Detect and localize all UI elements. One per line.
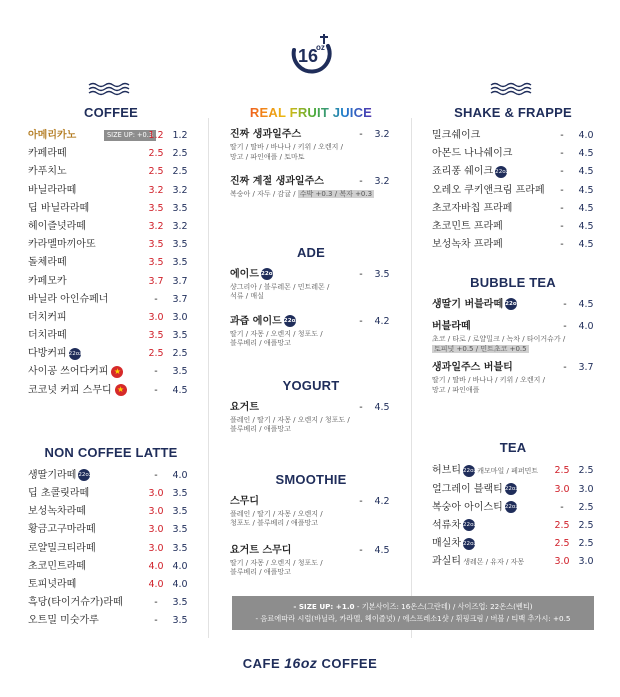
- smoothie-list: [230, 494, 392, 578]
- size-22oz-badge-icon: 22oz: [505, 483, 517, 495]
- menu-row: [432, 535, 594, 553]
- menu-row: [432, 499, 594, 517]
- brand-coffee: COFFEE: [321, 656, 378, 671]
- ade-list: [230, 267, 392, 349]
- price-regular: 3.0: [554, 556, 570, 568]
- svg-text:16: 16: [298, 46, 319, 66]
- menu-row: [28, 558, 194, 576]
- menu-item-options: 망고 / 파인애플: [432, 385, 480, 394]
- menu-item-name: 바닐라라떼: [28, 184, 77, 196]
- menu-item-name: 황금고구마라떼: [28, 524, 96, 536]
- menu-item-name: 카푸치노: [28, 166, 67, 178]
- menu-item-name: 다방커피: [28, 348, 67, 360]
- price-large: 2.5: [172, 166, 188, 178]
- menu-item-name: 돌체라떼: [28, 257, 67, 269]
- price-regular: 3.5: [148, 202, 164, 214]
- menu-row: [432, 145, 594, 163]
- menu-item-name: 더치라떼: [28, 330, 67, 342]
- price-regular: -: [560, 148, 564, 160]
- menu-row: [432, 182, 594, 200]
- price-regular: 2.5: [148, 348, 164, 360]
- price-large: 4.2: [374, 315, 390, 327]
- price-large: 3.0: [578, 556, 594, 568]
- price-large: 3.0: [172, 311, 188, 323]
- price-regular: -: [359, 315, 363, 327]
- menu-item: [432, 360, 594, 395]
- price-large: 2.5: [578, 538, 594, 550]
- menu-item-name: 요거트 스무디: [230, 544, 292, 556]
- menu-item-options: 청포도 / 블루베리 / 애플망고: [230, 519, 318, 527]
- menu-item-options: 석류 / 매실: [230, 292, 264, 300]
- menu-row: [28, 612, 194, 630]
- price-large: 3.2: [172, 184, 188, 196]
- section-title-tea: TEA: [499, 440, 527, 456]
- menu-row: [28, 163, 194, 181]
- menu-item: [230, 314, 392, 349]
- price-large: 3.5: [172, 330, 188, 342]
- menu-row: [432, 127, 594, 145]
- menu-item: [230, 494, 392, 529]
- column-juice: [230, 82, 392, 578]
- menu-item-options: 생레몬 / 유자 / 자몽: [460, 558, 525, 567]
- bubble-list: [432, 297, 594, 395]
- price-large: 3.0: [578, 483, 594, 495]
- price-large: 1.2: [172, 130, 188, 141]
- price-large: 4.5: [578, 299, 594, 311]
- price-large: 4.5: [578, 184, 594, 196]
- size-22oz-badge-icon: 22oz: [463, 538, 475, 550]
- price-regular: 3.0: [554, 483, 570, 495]
- menu-row: [28, 327, 194, 345]
- price-regular: -: [563, 362, 567, 374]
- price-regular: 3.0: [148, 524, 164, 536]
- menu-row: [28, 127, 194, 145]
- price-regular: 3.5: [148, 330, 164, 342]
- menu-item-name: 생딸기라떼: [28, 469, 77, 481]
- waves-icon: [87, 82, 135, 96]
- price-large: 3.5: [374, 268, 390, 280]
- size-up-note: [232, 596, 594, 630]
- menu-item-options: 딸기 / 딸바 / 바나나 / 키위 / 오렌지 /: [432, 376, 545, 385]
- menu-item-name: 딥 바닐라라떼: [28, 202, 90, 214]
- price-regular: -: [154, 366, 158, 378]
- menu-item: [230, 400, 392, 435]
- price-regular: -: [154, 384, 158, 396]
- menu-row: [28, 485, 194, 503]
- price-regular: 3.7: [148, 275, 164, 287]
- price-large: 3.5: [172, 202, 188, 214]
- menu-item-name: 죠리퐁 쉐이크: [432, 166, 494, 178]
- column-divider: [411, 118, 412, 638]
- menu-row: [28, 291, 194, 309]
- price-regular: -: [560, 184, 564, 196]
- menu-item-name: 사이공 쓰어다커피: [28, 366, 109, 378]
- size-22oz-badge-icon: 22oz: [463, 465, 475, 477]
- menu-item-options: 캐모마일 / 페퍼민트: [474, 467, 539, 476]
- price-large: 2.5: [578, 501, 594, 513]
- menu-item-name: 진짜 계절 생과일주스: [230, 176, 324, 187]
- menu-item-name: 초코민트 프라페: [432, 220, 503, 232]
- brand-footer: [0, 655, 620, 671]
- section-title-shake: SHAKE & FRAPPE: [454, 105, 572, 120]
- menu-item-name: 석류차: [432, 519, 461, 531]
- menu-row: [28, 236, 194, 254]
- menu-row: [432, 218, 594, 236]
- size-22oz-badge-icon: 22oz: [78, 469, 90, 481]
- size-22oz-badge-icon: 22oz: [505, 501, 517, 513]
- price-regular: 3.5: [148, 239, 164, 251]
- size-up-label: SIZE UP: +0.3: [104, 130, 156, 141]
- menu-item-name: 더치커피: [28, 311, 67, 323]
- menu-item-name: 아메리카노: [28, 130, 77, 141]
- price-regular: 2.5: [554, 519, 570, 531]
- price-large: 4.0: [172, 469, 188, 481]
- price-large: 3.5: [172, 542, 188, 554]
- price-large: 4.5: [578, 220, 594, 232]
- menu-row: [28, 309, 194, 327]
- menu-item-name: 과즙 에이드 22oz: [230, 315, 299, 327]
- size-up-note-bold: - SIZE UP: +1.0: [293, 602, 355, 611]
- menu-item-name: 바닐라 아인슈페너: [28, 293, 109, 305]
- tea-list: [432, 462, 594, 571]
- menu-item: [432, 319, 594, 354]
- menu-item-name: 에이드 22oz: [230, 268, 276, 280]
- price-regular: -: [359, 544, 363, 556]
- menu-item-name: 헤이즐넛라떼: [28, 220, 86, 232]
- menu-item-name: 보성녹차 프라페: [432, 239, 503, 251]
- size-22oz-badge-icon: 22oz: [505, 298, 517, 310]
- column-shake: [432, 82, 594, 571]
- price-large: 3.7: [172, 293, 188, 305]
- menu-item-options: 초코 / 타로 / 로얄밀크 / 녹차 / 타이거슈가 /: [432, 335, 566, 344]
- vietnam-flag-icon: ★: [115, 384, 127, 396]
- price-regular: -: [560, 501, 564, 513]
- menu-item-options: 블루베리 / 애플망고: [230, 339, 291, 347]
- size-22oz-badge-icon: 22oz: [495, 166, 507, 178]
- price-large: 3.2: [374, 176, 390, 187]
- price-regular: 3.0: [148, 506, 164, 518]
- price-large: 3.5: [172, 615, 188, 627]
- size-22oz-badge-icon: 22oz: [284, 315, 296, 327]
- menu-item-options: 복숭아 / 자두 / 감귤 / 수박 +0.3 / 복자 +0.3: [230, 190, 373, 198]
- price-large: 4.0: [578, 130, 594, 141]
- menu-item-name: 카페라떼: [28, 148, 67, 160]
- menu-item-options: 블루베리 / 애플망고: [230, 568, 291, 576]
- price-large: 4.5: [374, 401, 390, 413]
- menu-row: [432, 517, 594, 535]
- menu-item-name: 카페모카: [28, 275, 67, 287]
- menu-item-name: 오트밀 미숫가루: [28, 615, 99, 627]
- price-large: 4.5: [578, 239, 594, 251]
- waves-icon: [489, 82, 537, 96]
- menu-item-options: 딸기 / 자몽 / 오렌지 / 청포도 /: [230, 329, 323, 338]
- price-large: 3.5: [172, 524, 188, 536]
- menu-item-options: 망고 / 파인애플 / 토마토: [230, 152, 305, 161]
- price-regular: 4.0: [148, 560, 164, 572]
- menu-item-name: 보성녹차라떼: [28, 506, 86, 518]
- section-title-non-coffee: NON COFFEE LATTE: [44, 444, 178, 460]
- menu-item-name: 카라멜마끼아또: [28, 239, 96, 251]
- menu-row: [28, 218, 194, 236]
- menu-row: [28, 273, 194, 291]
- menu-row: [432, 462, 594, 480]
- column-coffee: [28, 82, 194, 631]
- price-regular: 3.0: [148, 311, 164, 323]
- price-large: 3.2: [374, 129, 390, 140]
- menu-row: [28, 363, 194, 381]
- shake-list: [432, 127, 594, 254]
- menu-item: [432, 297, 594, 313]
- price-regular: 3.0: [148, 488, 164, 499]
- price-regular: 3.2: [148, 220, 164, 232]
- price-regular: -: [359, 129, 363, 140]
- menu-row: [28, 182, 194, 200]
- extra-options-note: - 음료에따라 시럽(바닐라, 카라멜, 헤이즐넛) / 에스프레소1샷 / 휘핑크림 / 버블 / 티백 추가시: +0.5: [255, 614, 571, 623]
- menu-item-options: 딸기 / 딸바 / 바나나 / 키위 / 오렌지 /: [230, 143, 343, 151]
- price-regular: -: [154, 615, 158, 627]
- price-regular: -: [560, 166, 564, 178]
- menu-row: [432, 200, 594, 218]
- menu-row: [28, 540, 194, 558]
- menu-item-name: 얼그레이 블랙티: [432, 483, 503, 495]
- menu-row: [28, 467, 194, 485]
- price-regular: 2.5: [148, 148, 164, 160]
- price-regular: -: [563, 299, 567, 311]
- size-22oz-badge-icon: 22oz: [69, 348, 81, 360]
- topping-surcharge: 토피넛 +0.5 / 민트초코 +0.5: [434, 344, 527, 353]
- menu-item-name: 로얄밀크티라떼: [28, 542, 96, 554]
- menu-item-name: 흑당(타이거슈가)라떼: [28, 597, 123, 609]
- menu-item-options: 딸기 / 자몽 / 오렌지 / 청포도 /: [230, 558, 323, 567]
- menu-item-name: 요거트: [230, 401, 259, 413]
- size-22oz-badge-icon: 22oz: [463, 519, 475, 531]
- menu-row: [432, 163, 594, 181]
- price-regular: 3.0: [148, 542, 164, 554]
- menu-row: [28, 254, 194, 272]
- price-regular: -: [154, 293, 158, 305]
- menu-row: [432, 236, 594, 254]
- menu-item-name: 매실차: [432, 538, 461, 550]
- menu-item-name: 오레오 쿠키앤크림 프라페: [432, 184, 545, 196]
- section-title-ade: ADE: [296, 244, 326, 260]
- menu-item: [230, 127, 392, 162]
- menu-item: [230, 543, 392, 578]
- svg-text:oz: oz: [316, 43, 325, 52]
- menu-row: [28, 382, 194, 400]
- price-regular: -: [560, 202, 564, 214]
- price-regular: 3.5: [148, 257, 164, 269]
- price-regular: -: [560, 239, 564, 251]
- price-regular: 1.2: [148, 130, 164, 141]
- section-title-coffee: COFFEE: [84, 105, 138, 120]
- price-regular: -: [563, 321, 567, 333]
- menu-item-name: 복숭아 아이스티: [432, 501, 503, 513]
- menu-item: [230, 174, 392, 200]
- menu-row: [28, 576, 194, 594]
- coffee-list: [28, 127, 194, 400]
- price-large: 3.5: [172, 506, 188, 518]
- size-up-note-rest: - 기본사이즈: 16온스(그란데) / 사이즈업: 22온스(벤티): [354, 602, 533, 611]
- menu-item-name: 과실티: [432, 556, 461, 568]
- price-large: 4.2: [374, 495, 390, 507]
- menu-item-name: 초코자바칩 프라페: [432, 202, 513, 214]
- section-title-yogurt: YOGURT: [282, 377, 340, 393]
- price-large: 3.5: [172, 239, 188, 251]
- menu-item-name: 진짜 생과일주스: [230, 129, 302, 140]
- menu-item-name: 생딸기 버블라떼 22oz: [432, 299, 520, 311]
- non-coffee-list: [28, 467, 194, 631]
- price-large: 3.5: [172, 257, 188, 269]
- menu-item-options: [432, 345, 594, 355]
- menu-row: [28, 521, 194, 539]
- menu-item-name: 스무디: [230, 495, 259, 507]
- menu-item-name: 밀크쉐이크: [432, 130, 481, 141]
- menu-row: [432, 481, 594, 499]
- menu-item-options: 블루베리 / 애플망고: [230, 425, 291, 433]
- price-large: 3.5: [172, 366, 188, 378]
- price-large: 3.5: [172, 597, 188, 609]
- price-large: 4.5: [578, 202, 594, 214]
- price-regular: 3.2: [148, 184, 164, 196]
- price-regular: -: [560, 130, 564, 141]
- price-large: 4.5: [578, 148, 594, 160]
- brand-16oz: 16oz: [284, 655, 318, 671]
- menu-item: [230, 267, 392, 302]
- price-large: 2.5: [172, 148, 188, 160]
- price-large: 4.0: [172, 578, 188, 590]
- menu-item-options: 플레인 / 딸기 / 자몽 / 오렌지 / 청포도 /: [230, 415, 350, 424]
- menu-row: [28, 503, 194, 521]
- price-large: 3.5: [172, 488, 188, 499]
- price-regular: -: [359, 495, 363, 507]
- menu-item-options: 플레인 / 딸기 / 자몽 / 오렌지 /: [230, 509, 323, 518]
- price-regular: -: [359, 176, 363, 187]
- price-regular: -: [359, 401, 363, 413]
- price-large: 4.0: [578, 321, 594, 333]
- price-regular: -: [154, 597, 158, 609]
- price-large: 3.7: [578, 362, 594, 374]
- price-regular: -: [560, 220, 564, 232]
- price-large: 4.5: [172, 384, 188, 396]
- menu-item-name: 토피넛라떼: [28, 578, 77, 590]
- price-large: 3.7: [172, 275, 188, 287]
- cafe-16oz-logo: [284, 30, 336, 78]
- menu-row: [28, 594, 194, 612]
- price-large: 2.5: [578, 519, 594, 531]
- menu-row: [28, 145, 194, 163]
- price-large: 4.0: [172, 560, 188, 572]
- price-large: 2.5: [172, 348, 188, 360]
- yogurt-list: [230, 400, 392, 435]
- menu-row: [432, 553, 594, 571]
- column-divider: [208, 118, 209, 638]
- seasonal-surcharge: 수박 +0.3 / 복자 +0.3: [299, 190, 373, 198]
- menu-item-name: 아몬드 나나쉐이크: [432, 148, 513, 160]
- menu-item-options: 샹그리아 / 블루레몬 / 민트레몬 /: [230, 282, 330, 291]
- menu-row: [28, 200, 194, 218]
- price-large: 4.5: [578, 166, 594, 178]
- price-regular: 2.5: [148, 166, 164, 178]
- menu-item-name: 딥 초콜릿라떼: [28, 488, 90, 499]
- price-regular: 4.0: [148, 578, 164, 590]
- menu-item-name: 생과일주스 버블티: [432, 362, 513, 374]
- menu-row: [28, 345, 194, 363]
- section-title-smoothie: SMOOTHIE: [275, 471, 347, 487]
- price-regular: 2.5: [554, 538, 570, 550]
- vietnam-flag-icon: ★: [111, 366, 123, 378]
- juice-list: [230, 127, 392, 200]
- size-22oz-badge-icon: 22oz: [261, 268, 273, 280]
- menu-item-name: 버블라떼: [432, 321, 471, 333]
- menu-item-name: 허브티: [432, 465, 461, 477]
- price-regular: 2.5: [554, 465, 570, 477]
- menu-item-name: 초코민트라떼: [28, 560, 86, 572]
- price-regular: -: [154, 469, 158, 481]
- price-regular: -: [359, 268, 363, 280]
- menu-item-name: 코코넛 커피 스무디: [28, 384, 112, 396]
- price-large: 3.2: [172, 220, 188, 232]
- price-large: 2.5: [578, 465, 594, 477]
- price-large: 4.5: [374, 544, 390, 556]
- brand-cafe: CAFE: [242, 656, 281, 671]
- section-title-juice: REAL FRUIT JUICE: [230, 104, 392, 121]
- section-title-bubble: BUBBLE TEA: [470, 275, 556, 291]
